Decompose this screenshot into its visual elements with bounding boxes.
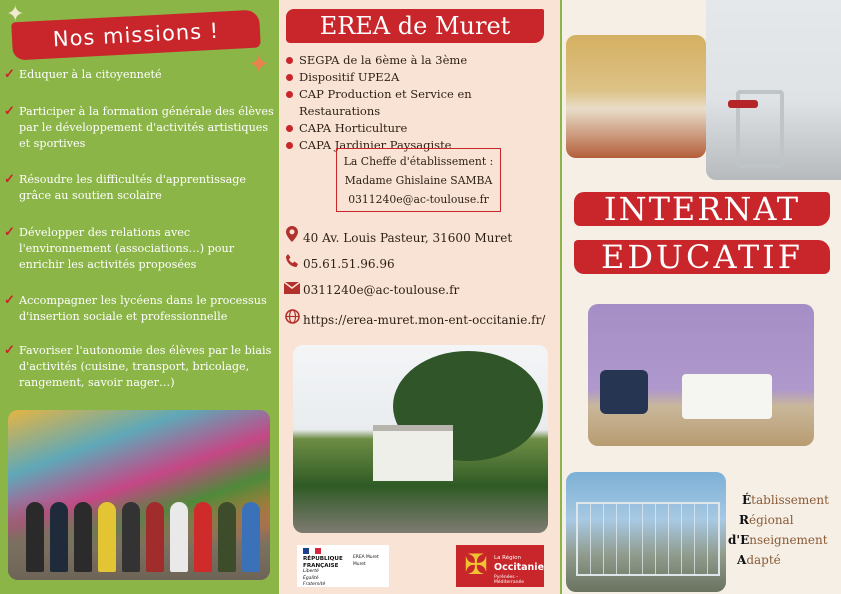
cheffe-label: La Cheffe d'établissement : xyxy=(343,155,494,168)
sparkle-icon: ✦ xyxy=(6,2,25,27)
mission-item xyxy=(4,67,280,83)
phone-icon xyxy=(284,254,300,272)
mission-text: Participer à la formation générale des élèves par le développement d'activités artistiques et sportives xyxy=(19,105,274,150)
envelope-icon xyxy=(284,282,300,298)
acronym-line: d'Enseignement xyxy=(728,533,828,547)
mission-item xyxy=(4,104,280,152)
panel-divider xyxy=(560,0,562,594)
republique-francaise-logo: RÉPUBLIQUE FRANÇAISE Liberté Égalité Fraternité EREA Muret Muret xyxy=(297,545,389,587)
formation-item: CAP Production et Service en Restaurations xyxy=(286,86,556,120)
educatif-title: EDUCATIF xyxy=(574,240,830,274)
address-text: 40 Av. Louis Pasteur, 31600 Muret xyxy=(303,231,513,245)
cheffe-name: Madame Ghislaine SAMBA xyxy=(344,174,493,187)
email-row xyxy=(284,282,459,298)
cheffe-box xyxy=(336,148,501,212)
cheffe-email[interactable]: 0311240e@ac-toulouse.fr xyxy=(348,193,489,206)
mission-text: Accompagner les lycéens dans le processus d'insertion sociale et professionnelle xyxy=(19,294,267,323)
check-icon: ✓ xyxy=(4,67,15,82)
mission-item xyxy=(4,225,280,273)
greenhouse-photo xyxy=(566,472,726,592)
check-icon: ✓ xyxy=(4,104,15,119)
phone-text[interactable]: 05.61.51.96.96 xyxy=(303,257,395,271)
gym-photo xyxy=(706,0,841,180)
mission-item xyxy=(4,172,280,204)
formations-list xyxy=(286,52,556,154)
internat-title: INTERNAT xyxy=(574,192,830,226)
sparkle-icon: ✦ xyxy=(248,50,270,80)
check-icon: ✓ xyxy=(4,172,15,187)
formation-item: CAPA Horticulture xyxy=(286,120,556,137)
acronym-line: Établissement xyxy=(742,493,829,507)
bedroom-photo xyxy=(588,304,814,446)
mission-text: Favoriser l'autonomie des élèves par le biais d'activités (cuisine, transport, bricolage, rangement, savoir nager…) xyxy=(19,344,272,389)
mural-photo xyxy=(8,410,270,580)
formation-item: SEGPA de la 6ème à la 3ème xyxy=(286,52,556,69)
check-icon: ✓ xyxy=(4,225,15,240)
website-row xyxy=(284,309,545,328)
mission-text: Développer des relations avec l'environnement (associations…) pour enrichir les activités proposées xyxy=(19,226,235,271)
formation-item: CAPA Jardinier Paysagiste xyxy=(286,137,556,154)
mission-text: Résoudre les difficultés d'apprentissage grâce au soutien scolaire xyxy=(19,173,247,202)
phone-row xyxy=(284,254,395,272)
erea-title: EREA de Muret xyxy=(286,9,544,43)
check-icon: ✓ xyxy=(4,293,15,308)
mission-text: Eduquer à la citoyenneté xyxy=(19,68,162,81)
check-icon: ✓ xyxy=(4,343,15,358)
formation-item: Dispositif UPE2A xyxy=(286,69,556,86)
address-row xyxy=(284,226,512,246)
location-pin-icon xyxy=(284,226,300,246)
mission-item xyxy=(4,293,280,325)
kitchen-photo xyxy=(566,35,706,158)
mission-item xyxy=(4,343,280,391)
campus-photo xyxy=(293,345,548,533)
acronym-line: Régional xyxy=(739,513,794,527)
region-occitanie-logo: ✠ La Région Occitanie Pyrénées – Méditerranée xyxy=(456,545,544,587)
website-link[interactable]: https://erea-muret.mon-ent-occitanie.fr/ xyxy=(303,313,546,327)
missions-title: Nos missions ! xyxy=(11,10,261,61)
acronym-line: Adapté xyxy=(737,553,781,567)
email-text[interactable]: 0311240e@ac-toulouse.fr xyxy=(303,283,460,297)
globe-icon xyxy=(284,309,300,328)
